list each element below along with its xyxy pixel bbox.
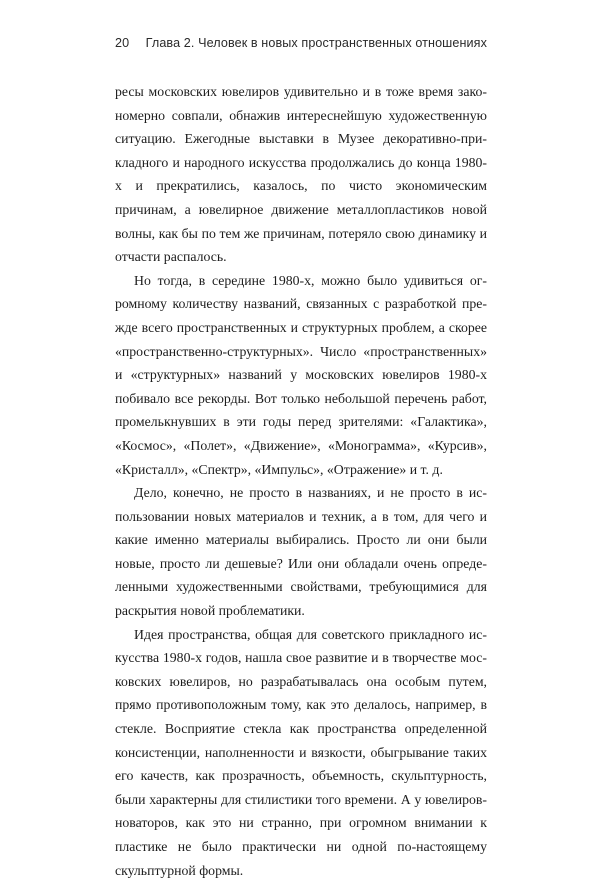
paragraph: Дело, конечно, не просто в названиях, и не просто в использовании новых материалов и техник, а в том, для чего и какие именно материалы выбирались. Просто ли они были новые, просто ли дешевые? Или они обладали очень определенными художественными свойствами, требующимися для раскрытия новой проблематики. bbox=[115, 485, 487, 619]
body-text bbox=[115, 80, 487, 882]
running-header bbox=[115, 36, 487, 56]
paragraph: Но тогда, в середине 1980-х, можно было удивиться огромному количеству названий, связанных с разработкой прежде всего пространственных и структурных проблем, а скорее «пространственно-структурных». Число «пространственных» и «структурных» названий у московских ювелиров 1980-х побивало все рекорды. Вот только небольшой перечень работ, промелькнувших в эти годы перед зрителями: «Галактика», «Космос», «Полет», «Движение», «Монограмма», «Курсив», «Кристалл», «Спектр», «Импульс», «Отражение» и т. д. bbox=[115, 272, 487, 477]
page-number: 20 bbox=[115, 36, 130, 50]
paragraph: Идея пространства, общая для советского прикладного искусства 1980-х годов, нашла свое развитие и в творчестве московских ювелиров, но разрабатывалась она особым путем, прямо противоположным тому, как это делалось, например, в стекле. Восприятие стекла как пространства определенной консистенции, наполненности и вязкости, обыгрывание таких его качеств, как прозрачность, объемность, скульптурность, были характерны для стилистики того времени. А у ювелировноваторов, как это ни странно, при огромном внимании к пластике не было практически ни одной по-настоящему скульптурной формы. bbox=[115, 626, 487, 878]
paragraph: ресы московских ювелиров удивительно и в тоже время закономерно совпали, обнажив интереснейшую художественную ситуацию. Ежегодные выставки в Музее декоративно-прикладного и народного искусства продолжались до конца 1980-х и прекратились, казалось, по чисто экономическим причинам, а ювелирное движение металлопластиков новой волны, как бы по тем же причинам, потеряло свою динамику и отчасти распалось. bbox=[115, 84, 487, 265]
running-title: Глава 2. Человек в новых пространственных отношениях bbox=[145, 36, 487, 50]
